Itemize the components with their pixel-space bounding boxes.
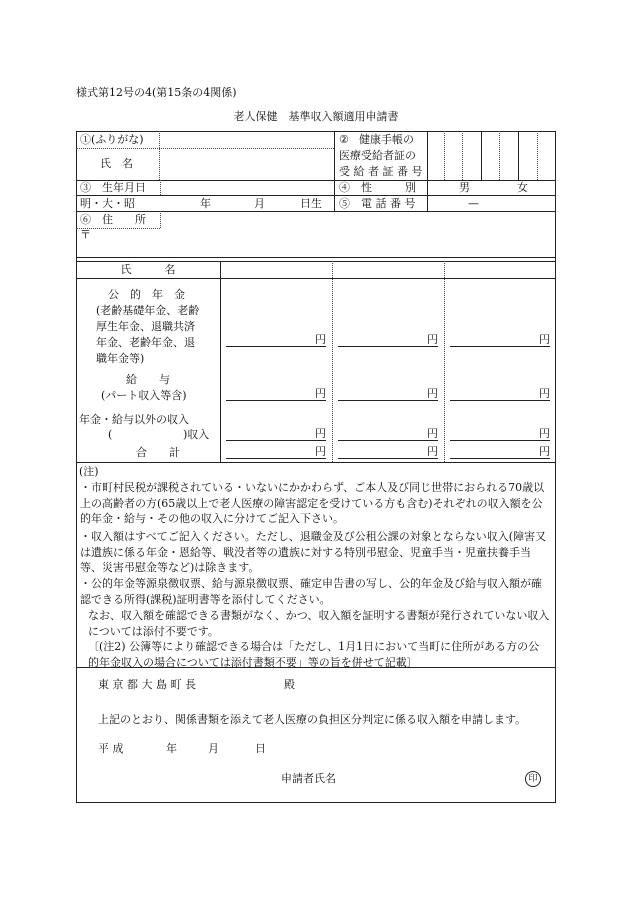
rule <box>76 211 556 212</box>
yen-unit: 円 <box>427 333 438 346</box>
yen-unit: 円 <box>315 333 326 346</box>
rule <box>220 261 221 462</box>
era-options[interactable]: 明・大・昭 <box>80 197 135 210</box>
gender-female[interactable]: 女 <box>517 181 528 194</box>
total-label: 合 計 <box>136 446 180 459</box>
yen-unit: 円 <box>315 445 326 458</box>
pension-amount-field-3[interactable] <box>450 346 550 347</box>
cert-number-mark: ② <box>339 133 349 146</box>
furigana-field[interactable] <box>160 131 334 148</box>
pension-label-line5: 職年金等) <box>96 352 145 365</box>
form-title: 老人保健 基準収入額適用申請書 <box>233 110 399 123</box>
gender-male[interactable]: 男 <box>459 181 470 194</box>
form-style-number: 様式第12号の4(第15条の4関係) <box>76 86 237 99</box>
yen-unit: 円 <box>427 387 438 400</box>
cert-label-line3: 受 給 者 証 番 号 <box>339 165 423 178</box>
rule-dotted <box>332 261 333 462</box>
pension-amount-field-2[interactable] <box>338 346 438 347</box>
notes-heading: (注) <box>79 465 99 478</box>
note-bullet-1: ・市町村民税が課税されている・いないにかかわらず、ご本人及び同じ世帯におられる70歳以上の高齢者の方(65歳以上で老人医療の障害認定を受けている方も含む)それぞれの収入額を公的年金・給与・その他の収入に分けてご記入下さい。 <box>80 481 545 526</box>
total-amount-field-3[interactable] <box>450 458 550 459</box>
cert-number-field[interactable] <box>428 131 556 180</box>
addressee: 東 京 都 大 島 町 長 <box>98 678 196 691</box>
note-2: 〔(注2) 公簿等により確認できる場合は「ただし、1月1日において当町に住所がある方の公的年金収入の場合については添付書類不要」等の旨を併せて記載〕 <box>88 640 540 669</box>
seal-mark: 印 <box>525 771 541 787</box>
yen-unit: 円 <box>427 427 438 440</box>
rule-dotted <box>444 261 445 462</box>
rule <box>76 667 556 668</box>
yen-unit: 円 <box>539 445 550 458</box>
pension-amount-field-1[interactable] <box>226 346 326 347</box>
name-label: 氏 名 <box>100 157 133 170</box>
name-column-header: 氏 名 <box>120 263 176 276</box>
birth-month-label: 月 <box>254 197 265 210</box>
rule <box>76 195 556 196</box>
rule-dotted <box>160 211 161 228</box>
applicant-name-field[interactable] <box>345 768 515 788</box>
yen-unit: 円 <box>539 387 550 400</box>
cert-label-line2: 医療受給者証の <box>339 149 416 162</box>
phone-label: ⑤ 電 話 番 号 <box>339 197 416 210</box>
gender-label: ④ 性 別 <box>339 181 416 194</box>
yen-unit: 円 <box>315 427 326 440</box>
furigana-label: ①(ふりがな) <box>80 133 144 146</box>
address-label: ⑥ 住 所 <box>80 213 146 226</box>
note-bullet-3: ・公的年金等源泉徴収票、給与源泉徴収票、確定申告書の写し、公的年金及び給与収入額が確認できる所得(課税)証明書等を添付してください。 <box>80 577 542 606</box>
total-amount-field-1[interactable] <box>226 458 326 459</box>
phone-separator: — <box>468 197 479 210</box>
date-day-label: 日 <box>255 742 266 755</box>
birth-label: ③ 生年月日 <box>80 181 146 194</box>
salary-label-line1: 給 与 <box>126 373 170 386</box>
other-amount-field-3[interactable] <box>450 440 550 441</box>
date-month-label: 月 <box>208 742 219 755</box>
applicant-name-label: 申請者氏名 <box>281 772 336 785</box>
person-name-field-3[interactable] <box>445 262 556 278</box>
rule <box>76 257 556 258</box>
rule <box>76 278 556 279</box>
birth-day-label: 日生 <box>300 197 322 210</box>
cert-label-line1: 健康手帳の <box>359 133 414 146</box>
rule <box>334 131 335 211</box>
other-amount-field-1[interactable] <box>226 440 326 441</box>
yen-unit: 円 <box>539 333 550 346</box>
yen-unit: 円 <box>539 427 550 440</box>
person-name-field-1[interactable] <box>221 262 332 278</box>
name-field[interactable] <box>160 149 334 180</box>
salary-amount-field-2[interactable] <box>338 400 438 401</box>
address-field[interactable] <box>90 229 550 255</box>
yen-unit: 円 <box>427 445 438 458</box>
other-income-open-paren: ( <box>108 428 113 441</box>
date-year-label: 年 <box>166 742 177 755</box>
pension-label-line3: 厚生年金、退職共済 <box>96 320 195 333</box>
other-amount-field-2[interactable] <box>338 440 438 441</box>
pension-label-line2: (老齢基礎年金、老齢 <box>96 304 200 317</box>
application-statement: 上記のとおり、関係書類を添えて老人医療の負担区分判定に係る収入額を申請します。 <box>98 713 527 726</box>
pension-label-line1: 公 的 年 金 <box>108 288 185 301</box>
note-bullet-3-continued: なお、収入額を確認できる書類がなく、かつ、収入額を証明する書類が発行されていない収入については添付不要です。 <box>88 609 550 638</box>
person-name-field-2[interactable] <box>333 262 444 278</box>
yen-unit: 円 <box>315 387 326 400</box>
rule-dotted <box>160 180 161 195</box>
salary-amount-field-1[interactable] <box>226 400 326 401</box>
salary-label-line2: (パート収入等含) <box>101 389 187 402</box>
date-era: 平 成 <box>98 742 124 755</box>
postal-mark: 〒 <box>80 228 91 241</box>
note-bullet-2: ・収入額はすべてご記入ください。ただし、退職金及び公租公課の対象とならない収入(障害又は遺族に係る年金・恩給等、戦没者等の遺族に対する特別弔慰金、児童手当・児童扶養手当等、災害弔慰金等など)は除きます。 <box>80 530 547 575</box>
rule <box>76 462 556 463</box>
salary-amount-field-3[interactable] <box>450 400 550 401</box>
other-income-type-field[interactable] <box>118 428 180 442</box>
total-amount-field-2[interactable] <box>338 458 438 459</box>
birth-year-label: 年 <box>200 197 211 210</box>
pension-label-line4: 年金、老齢年金、退 <box>96 336 195 349</box>
other-income-close: )収入 <box>183 428 210 441</box>
honorific: 殿 <box>284 678 295 691</box>
other-income-label: 年金・給与以外の収入 <box>79 413 189 426</box>
rule <box>76 180 556 181</box>
